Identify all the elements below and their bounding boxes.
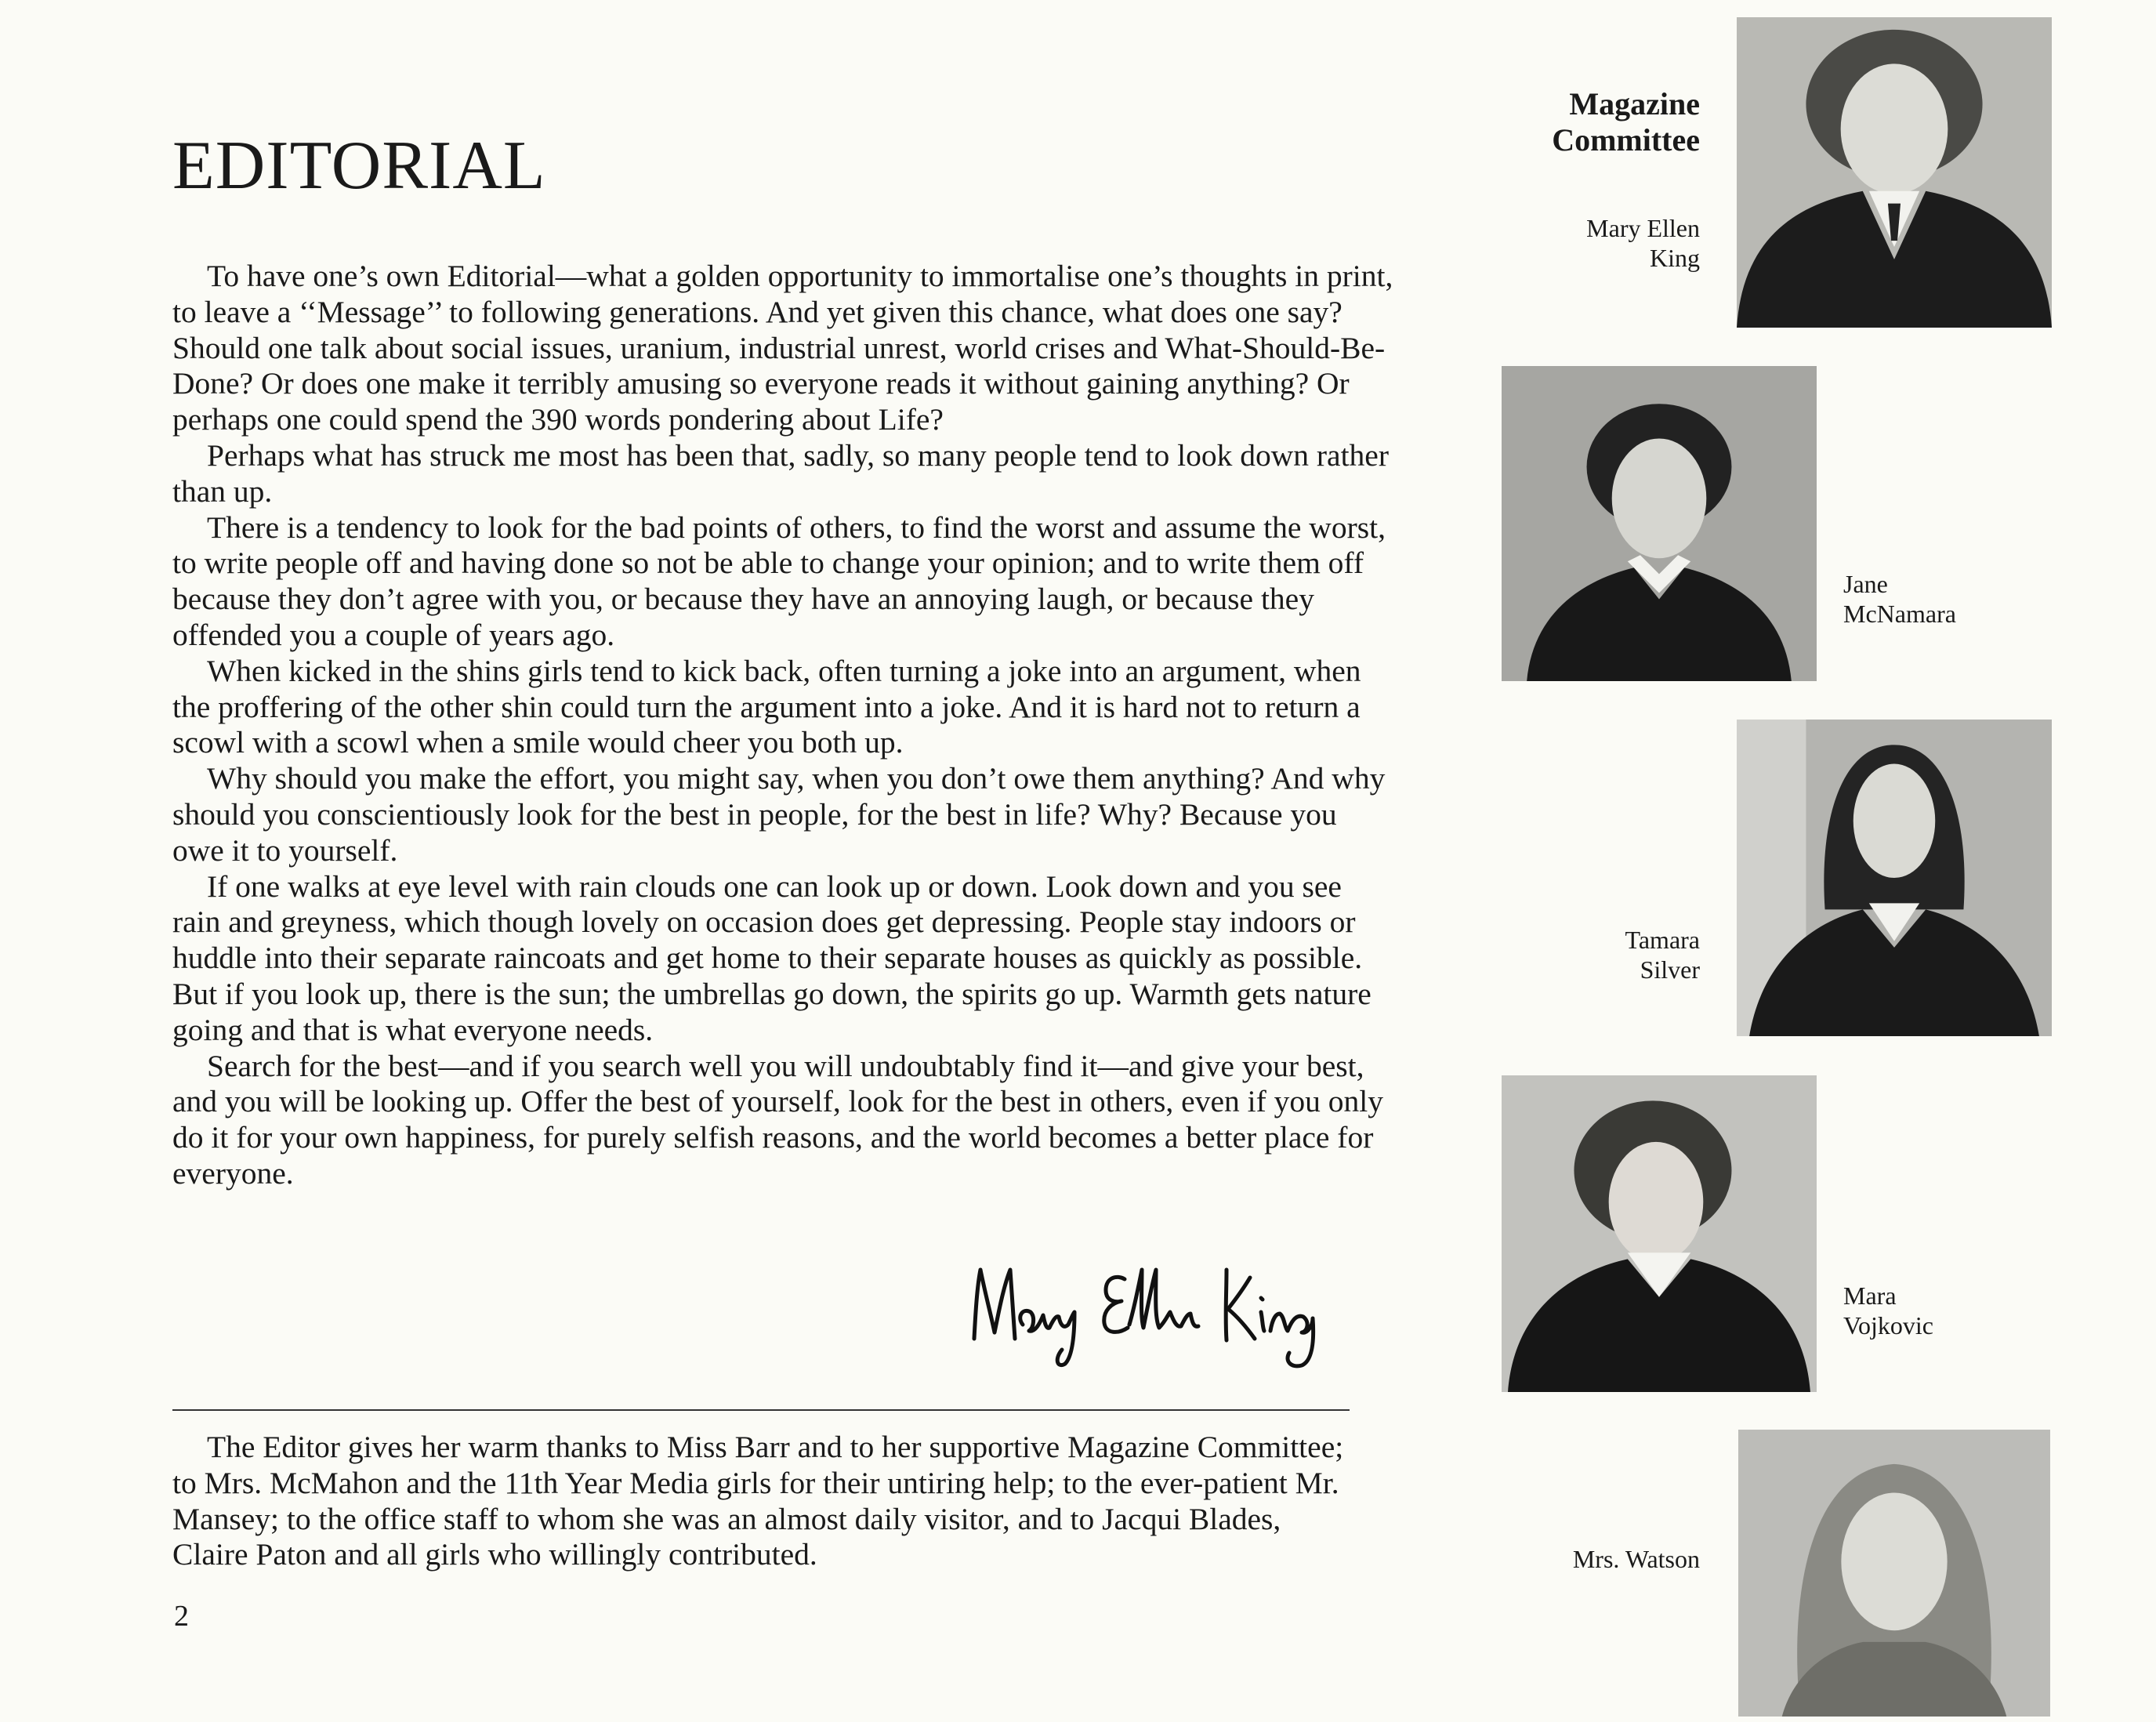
caption-mary-ellen-king: [1586, 213, 1700, 273]
photo-mary-ellen-king: [1737, 17, 2052, 328]
photo-tamara-silver: [1737, 720, 2052, 1036]
caption-line: Mary Ellen: [1586, 214, 1700, 242]
caption-tamara-silver: [1625, 925, 1700, 984]
editorial-paragraph: Perhaps what has struck me most has been that, sadly, so many people tend to look down rather than up.: [172, 437, 1389, 509]
caption-jane-mcnamara: [1843, 569, 1956, 629]
photo-mrs-watson: [1738, 1430, 2050, 1717]
caption-line: Mrs. Watson: [1572, 1545, 1700, 1573]
page-number: 2: [174, 1600, 189, 1633]
editorial-paragraph: Search for the best—and if you search well you will undoubtably find it—and give your best, and you will be looking up. Offer the best of yourself, look for the best in others, even if you only do it for your own happiness, for purely selfish reasons, and the world becomes a better place for everyone.: [172, 1048, 1383, 1191]
caption-line: King: [1650, 244, 1700, 272]
caption-line: Jane: [1843, 570, 1888, 598]
committee-heading-line2: Committee: [1552, 122, 1700, 158]
caption-line: Mara: [1843, 1282, 1897, 1310]
caption-line: Tamara: [1625, 926, 1700, 954]
editorial-paragraph: When kicked in the shins girls tend to kick back, often turning a joke into an argument, when the proffering of the other shin could turn the argument into a joke. And it is hard not to return a scowl with a scowl when a smile would cheer you both up.: [172, 653, 1361, 760]
caption-line: Vojkovic: [1843, 1311, 1933, 1340]
editorial-paragraph: There is a tendency to look for the bad points of others, to find the worst and assume the worst, to write people off and having done so not be able to change your opinion; and to write them off because they don’t agree with you, or because they have an annoying laugh, or because they offended you a couple of years ago.: [172, 509, 1386, 652]
caption-line: McNamara: [1843, 600, 1956, 628]
signature-mary-ellen-king: [968, 1246, 1328, 1372]
caption-mara-vojkovic: [1843, 1281, 1933, 1340]
editorial-title: EDITORIAL: [172, 128, 546, 204]
photo-jane-mcnamara: [1502, 366, 1817, 681]
divider-line: [172, 1409, 1350, 1411]
photo-mara-vojkovic: [1502, 1075, 1817, 1392]
editorial-paragraph: Why should you make the effort, you might say, when you don’t owe them anything? And why should you conscientiously look for the best in people, for the best in life? Why? Because you owe it to yourself.: [172, 761, 1386, 868]
caption-mrs-watson: [1573, 1544, 1700, 1574]
committee-heading-line1: Magazine: [1569, 86, 1700, 121]
editorial-paragraph: To have one’s own Editorial—what a golden opportunity to immortalise one’s thoughts in print, to leave a ‘‘Message’’ to following generations. And yet given this chance, what does one say? Should one talk about social issues, uranium, industrial unrest, world crises and What-Should-Be-Done? Or does one make it terribly amusing so everyone reads it without gaining anything? Or perhaps one could spend the 390 words pondering about Life?: [172, 259, 1393, 437]
editorial-body: [172, 259, 1395, 1192]
caption-line: Silver: [1640, 955, 1700, 984]
thanks-paragraph: The Editor gives her warm thanks to Miss Barr and to her supportive Magazine Committee; to Mrs. McMahon and the 11th Year Media girls for their untiring help; to the ever-patient Mr. Mansey; to the office staff to whom she was an almost daily visitor, and to Jacqui Blades, Claire Paton and all girls who willingly contributed.: [172, 1430, 1344, 1572]
editor-thanks: [172, 1430, 1364, 1573]
editorial-paragraph: If one walks at eye level with rain clouds one can look up or down. Look down and you see rain and greyness, which though lovely on occasion does get depressing. People stay indoors or huddle into their separate raincoats and get home to their separate houses as quickly as possible. But if you look up, there is the sun; the umbrellas go down, the spirits go up. Warmth gets nature going and that is what everyone needs.: [172, 868, 1372, 1047]
committee-heading: [1552, 86, 1700, 158]
